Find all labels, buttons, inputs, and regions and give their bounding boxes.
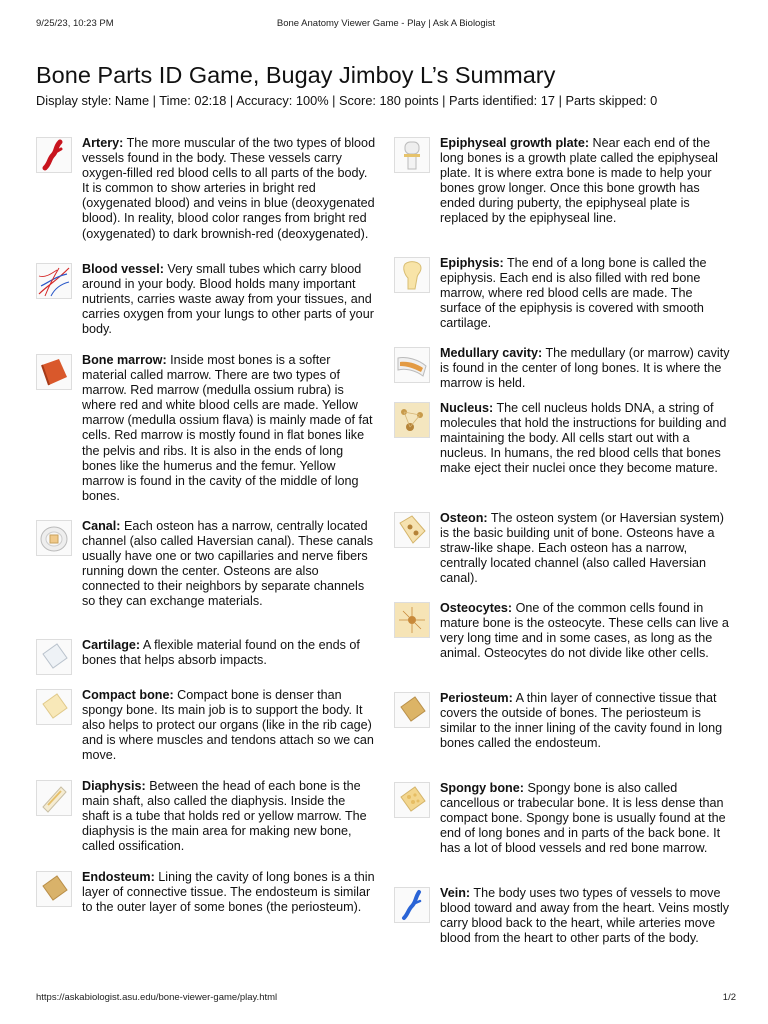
epiphysis-icon — [394, 257, 430, 293]
print-footer — [36, 992, 736, 1006]
entry-description: The end of a long bone is called the epiphysis. Each end is also filled with red bone marrow, where red blood cells are made. The surface of the epiphysis is covered with smooth cartilage. — [440, 256, 707, 331]
entry-description: A thin layer of connective tissue that covers the outside of bones. The periosteum is similar to the inner lining of the cavity found in long bones called the endosteum. — [440, 691, 723, 751]
entry-description: The more muscular of the two types of blood vessels found in the body. These vessels carry oxygen-filled red blood cells to all parts of the body. It is common to show arteries in bright red (oxygenated blood) and veins in blue (deoxygenated blood). In reality, blood color ranges from bright red (oxygenated) to dark brownish-red (deoxygenated). — [82, 136, 376, 241]
entry-text — [82, 779, 376, 854]
entry-term: Periosteum: — [440, 691, 513, 705]
entry-description: Very small tubes which carry blood around in your body. Blood holds many important nutrients, carries waste away from your tissues, and carries oxygen from your lungs to other parts of your body. — [82, 262, 374, 337]
page-title: Bone Parts ID Game, Bugay Jimboy L’s Summary — [36, 62, 556, 88]
entry-term: Vein: — [440, 886, 471, 900]
entry-text — [440, 401, 734, 476]
entry-description: Spongy bone is also called cancellous or trabecular bone. It is less dense than compact bone. Spongy bone is usually found at the end of long bones and in parts of the back bone. It has a lot of blood vessels and red bone marrow. — [440, 781, 726, 856]
print-datetime: 9/25/23, 10:23 PM — [36, 18, 114, 29]
entry-text — [82, 353, 376, 504]
page-url[interactable]: https://askabiologist.asu.edu/bone-viewer-game/play.html — [36, 992, 278, 1003]
entry-term: Artery: — [82, 136, 124, 150]
osteocytes-icon — [394, 602, 430, 638]
entry-description: A flexible material found on the ends of bones that helps absorb impacts. — [82, 638, 360, 668]
entry-osteon — [394, 511, 734, 601]
blood-vessel-icon — [36, 263, 72, 299]
entry-epiphysis — [394, 256, 734, 346]
entry-text — [82, 870, 376, 915]
entry-text — [440, 601, 734, 661]
osteon-icon — [394, 512, 430, 548]
entry-description: Between the head of each bone is the main shaft, also called the diaphysis. Inside the shaft is a tube that holds red or yellow marrow. The diaphysis is the main area for making new bone, called ossification. — [82, 779, 367, 854]
entry-description: Lining the cavity of long bones is a thin layer of connective tissue. The endosteum is similar to the outer layer of some bones (the periosteum). — [82, 870, 375, 915]
entry-description: Each osteon has a narrow, centrally located channel (also called Haversian canal). These canals usually have one or two capillaries and nerve fibers running down the center. Osteons are also connected to their neighbors by separate channels so they can exchange materials. — [82, 519, 373, 609]
compact-bone-icon — [36, 689, 72, 725]
entry-description: The body uses two types of vessels to move blood toward and away from the heart. Veins mostly carry blood back to the heart, while arteries move blood from the heart to other parts of the body. — [440, 886, 730, 946]
periosteum-icon — [394, 692, 430, 728]
entry-text — [440, 346, 734, 391]
entry-cartilage — [36, 638, 376, 688]
entry-bone-marrow — [36, 353, 376, 519]
entry-text — [440, 511, 734, 586]
print-header — [36, 18, 736, 32]
bone-marrow-icon — [36, 354, 72, 390]
entry-description: The medullary (or marrow) cavity is found in the center of long bones. It is where the marrow is held. — [440, 346, 730, 391]
entry-text — [82, 136, 376, 242]
entry-text — [82, 688, 376, 763]
left-column — [36, 136, 376, 936]
entry-diaphysis — [36, 779, 376, 870]
entry-term: Nucleus: — [440, 401, 494, 415]
entry-text — [440, 256, 734, 331]
entry-term: Medullary cavity: — [440, 346, 543, 360]
entry-term: Epiphysis: — [440, 256, 504, 270]
page-number: 1/2 — [722, 992, 736, 1003]
right-column — [394, 136, 734, 966]
entry-term: Osteocytes: — [440, 601, 513, 615]
vein-icon — [394, 887, 430, 923]
spongy-bone-icon — [394, 782, 430, 818]
game-stats: Display style: Name | Time: 02:18 | Accuracy: 100% | Score: 180 points | Parts identified: 17 | Parts skipped: 0 — [36, 93, 658, 108]
canal-icon — [36, 520, 72, 556]
artery-icon — [36, 137, 72, 173]
entry-term: Diaphysis: — [82, 779, 146, 793]
entry-term: Cartilage: — [82, 638, 141, 652]
entry-text — [440, 136, 734, 227]
entry-text — [82, 519, 376, 610]
entry-term: Bone marrow: — [82, 353, 167, 367]
diaphysis-icon — [36, 780, 72, 816]
entry-description: Inside most bones is a softer material called marrow. There are two types of marrow. Red marrow (medulla ossium rubra) is where red and white blood cells are made. Yellow marrow (medulla ossium flava) is mainly made of fat cells. Red marrow is mostly found in flat bones like the pelvis and ribs. It is also in the ends of long bones like the humerus and the femur. Yellow marrow is found in the cavity of the middle of long bones. — [82, 353, 373, 503]
entry-osteocytes — [394, 601, 734, 691]
entry-description: Near each end of the long bones is a growth plate called the epiphyseal plate. It is where extra bone is made to help your bones grow longer. Once this bone growth has ended during puberty, the epiphyseal plate is replaced by the epiphyseal line. — [440, 136, 718, 226]
entry-text — [82, 262, 376, 337]
entry-medullary-cavity — [394, 346, 734, 401]
epiphyseal-plate-icon — [394, 137, 430, 173]
entry-description: One of the common cells found in mature bone is the osteocyte. These cells can live a very long time and in some cases, as long as the animal. Osteocytes do not divide like other cells. — [440, 601, 729, 661]
entry-term: Compact bone: — [82, 688, 174, 702]
entry-blood-vessel — [36, 262, 376, 353]
cartilage-icon — [36, 639, 72, 675]
entry-periosteum — [394, 691, 734, 781]
entry-nucleus — [394, 401, 734, 511]
entry-term: Epiphyseal growth plate: — [440, 136, 590, 150]
entry-description: The osteon system (or Haversian system) is the basic building unit of bone. Osteons have a straw-like shape. Each osteon has a narrow, centrally located channel (also called Haversian canal). — [440, 511, 724, 586]
entry-text — [440, 691, 734, 751]
entry-term: Canal: — [82, 519, 121, 533]
print-page-title: Bone Anatomy Viewer Game - Play | Ask A Biologist — [276, 18, 496, 29]
entry-term: Endosteum: — [82, 870, 155, 884]
entry-spongy-bone — [394, 781, 734, 886]
entry-term: Osteon: — [440, 511, 488, 525]
entry-text — [440, 781, 734, 856]
entry-endosteum — [36, 870, 376, 936]
medullary-cavity-icon — [394, 347, 430, 383]
entry-text — [440, 886, 734, 946]
entry-epiphyseal-growth-plate — [394, 136, 734, 256]
entry-term: Spongy bone: — [440, 781, 524, 795]
entry-description: Compact bone is denser than spongy bone. Its main job is to support the body. It also helps to protect our organs (like in the rib cage) and is where muscles and tendons attach so we can move. — [82, 688, 374, 763]
entry-vein — [394, 886, 734, 966]
entry-canal — [36, 519, 376, 638]
nucleus-icon — [394, 402, 430, 438]
entry-description: The cell nucleus holds DNA, a string of molecules that hold the instructions for building and maintaining the body. All cells start out with a nucleus. In humans, the red blood cells that bones make eject their nuclei once they become mature. — [440, 401, 727, 476]
entry-compact-bone — [36, 688, 376, 779]
endosteum-icon — [36, 871, 72, 907]
entry-term: Blood vessel: — [82, 262, 164, 276]
entry-artery — [36, 136, 376, 262]
entry-text — [82, 638, 376, 668]
